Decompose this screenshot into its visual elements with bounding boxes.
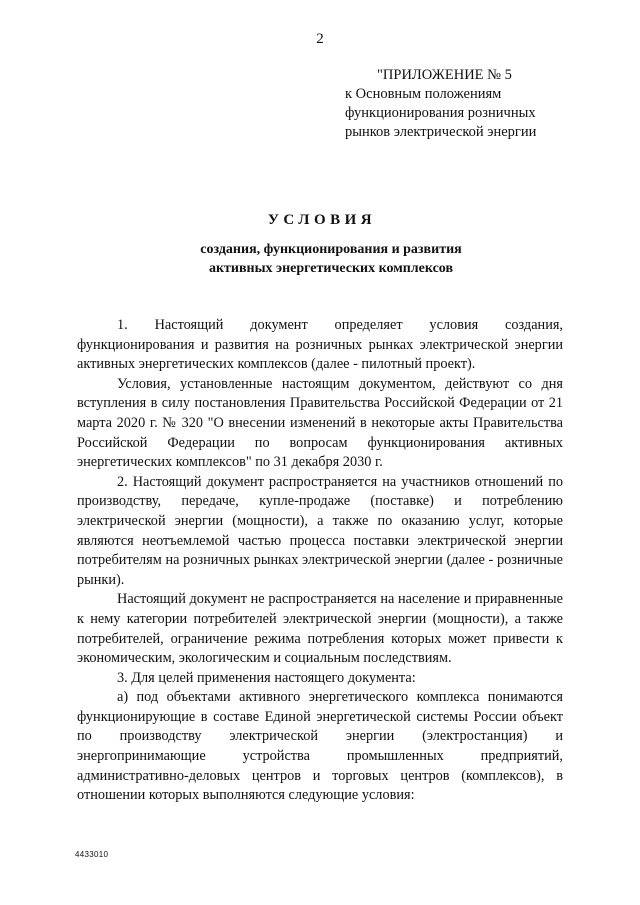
paragraph: 2. Настоящий документ распространяется на участников отношений по производству, передаче, купле-продаже (поставке) и потреблению электрической энергии (мощности), а также по оказанию услуг, которые являются неотъемлемой частью процесса поставки электрической энергии потребителям на розничных рынках электрической энергии (далее - розничные рынки). bbox=[77, 473, 563, 588]
appendix-line: рынков электрической энергии bbox=[345, 124, 537, 140]
document-subtitle bbox=[0, 240, 640, 278]
subtitle-line: создания, функционирования и развития bbox=[200, 242, 462, 257]
paragraph: 1. Настоящий документ определяет условия создания, функционирования и развития на розничных рынках электрической энергии активных энергетических комплексов (далее - пилотный проект). bbox=[77, 317, 563, 373]
document-body bbox=[77, 316, 563, 806]
appendix-header bbox=[345, 66, 575, 142]
paragraph: Настоящий документ не распространяется на население и приравненные к нему категории потребителей электрической энергии (мощности), а также потребителей, ограничение режима потребления которых может привести к экономическим, экологическим и социальным последствиям. bbox=[77, 591, 563, 667]
paragraph: Условия, установленные настоящим документом, действуют со дня вступления в силу постановления Правительства Российской Федерации от 21 марта 2020 г. № 320 "О внесении изменений в некоторые акты Правительства Российской Федерации по вопросам функционирования активных энергетических комплексов" по 31 декабря 2030 г. bbox=[77, 375, 563, 471]
document-title: УСЛОВИЯ bbox=[267, 212, 377, 228]
subtitle-line: активных энергетических комплексов bbox=[208, 261, 454, 276]
appendix-line: к Основным положениям bbox=[345, 86, 502, 102]
appendix-line: функционирования розничных bbox=[345, 105, 536, 121]
document-code: 4433010 bbox=[75, 850, 109, 859]
paragraph: а) под объектами активного энергетического комплекса понимаются функционирующие в составе Единой энергетической системы России объект по производству электрической энергии (электростанция) и энергопринимающие устройства промышленных предприятий, административно-деловых центров и торговых центров (комплексов), в отношении которых выполняются следующие условия: bbox=[77, 689, 563, 804]
page-number: 2 bbox=[316, 31, 324, 47]
appendix-title: "ПРИЛОЖЕНИЕ № 5 bbox=[377, 67, 512, 83]
paragraph: 3. Для целей применения настоящего документа: bbox=[117, 669, 416, 686]
